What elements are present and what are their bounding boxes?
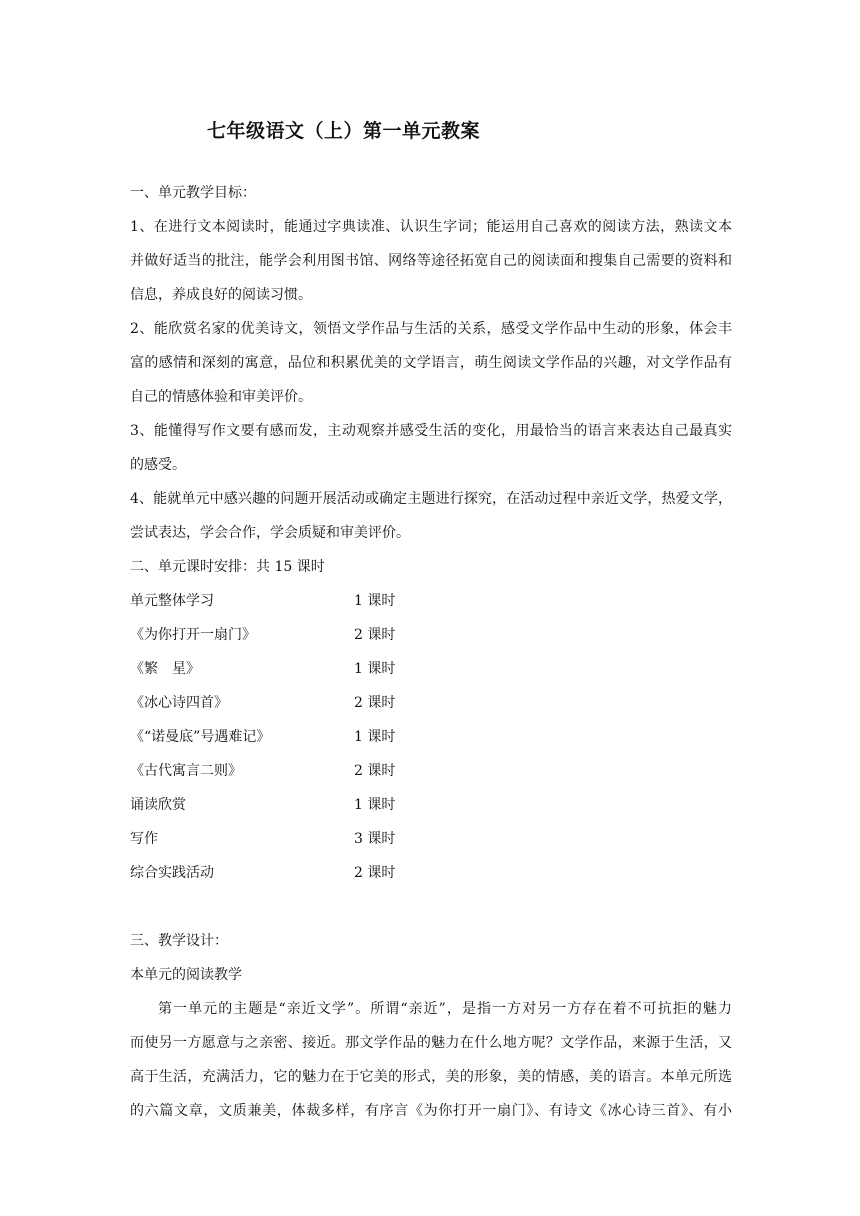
goal-3-line: 的感受。	[130, 457, 186, 473]
schedule-lesson-name: 《繁 星》	[130, 661, 200, 677]
goal-2-line: 富的感情和深刻的寓意，品位和积累优美的文学语言，萌生阅读文学作品的兴趣，对文学作品有	[130, 355, 732, 371]
reading-paragraph	[130, 992, 732, 1128]
goal-4	[130, 482, 732, 550]
schedule-lesson-time: 3 课时	[354, 831, 396, 847]
schedule-row	[130, 788, 732, 822]
schedule-lesson-name: 《古代寓言二则》	[130, 763, 242, 779]
goal-2-line: 2、能欣赏名家的优美诗文，领悟文学作品与生活的关系，感受文学作品中生动的形象，体会丰	[130, 321, 732, 337]
section-heading-schedule: 二、单元课时安排：共 15 课时	[130, 559, 325, 575]
schedule-row	[130, 754, 732, 788]
schedule-lesson-time: 2 课时	[354, 763, 396, 779]
goal-2	[130, 312, 732, 414]
schedule-row	[130, 686, 732, 720]
goal-4-line: 4、能就单元中感兴趣的问题开展活动或确定主题进行探究，在活动过程中亲近文学，热爱文学，	[130, 491, 732, 507]
schedule-row	[130, 856, 732, 890]
schedule-lesson-time: 2 课时	[354, 865, 396, 881]
schedule-row	[130, 618, 732, 652]
schedule-lesson-time: 1 课时	[354, 661, 396, 677]
goal-1-line: 1、在进行文本阅读时，能通过字典读准、认识生字词；能运用自己喜欢的阅读方法，熟读文本	[130, 219, 732, 235]
paragraph-line: 的六篇文章，文质兼美，体裁多样，有序言《为你打开一扇门》、有诗文《冰心诗三首》、有小	[130, 1103, 732, 1119]
schedule-lesson-name: 《为你打开一扇门》	[130, 627, 256, 643]
paragraph-line: 高于生活，充满活力，它的魅力在于它美的形式，美的形象，美的情感，美的语言。本单元所选	[130, 1069, 732, 1085]
section-heading-goals: 一、单元教学目标：	[130, 185, 256, 201]
goal-1	[130, 210, 732, 312]
schedule-table	[130, 584, 732, 890]
section-heading-design: 三、教学设计：	[130, 933, 228, 949]
schedule-lesson-time: 2 课时	[354, 695, 396, 711]
schedule-lesson-name: 写作	[130, 831, 158, 847]
schedule-lesson-name: 单元整体学习	[130, 593, 214, 609]
goal-1-line: 信息，养成良好的阅读习惯。	[130, 287, 312, 303]
schedule-lesson-time: 1 课时	[354, 797, 396, 813]
goal-3	[130, 414, 732, 482]
schedule-lesson-name: 《冰心诗四首》	[130, 695, 228, 711]
schedule-lesson-name: 综合实践活动	[130, 865, 214, 881]
goal-2-line: 自己的情感体验和审美评价。	[130, 389, 312, 405]
section-subheading-reading: 本单元的阅读教学	[130, 967, 242, 983]
schedule-lesson-name: 《“诺曼底”号遇难记》	[130, 729, 271, 745]
schedule-row	[130, 822, 732, 856]
schedule-lesson-name: 诵读欣赏	[130, 797, 186, 813]
schedule-row	[130, 652, 732, 686]
paragraph-line: 第一单元的主题是“亲近文学”。所谓“亲近”，是指一方对另一方存在着不可抗拒的魅力	[158, 1001, 732, 1017]
paragraph-line: 而使另一方愿意与之亲密、接近。那文学作品的魅力在什么地方呢？文学作品，来源于生活，又	[130, 1035, 732, 1051]
goal-1-line: 并做好适当的批注，能学会利用图书馆、网络等途径拓宽自己的阅读面和搜集自己需要的资料和	[130, 253, 732, 269]
schedule-lesson-time: 1 课时	[354, 593, 396, 609]
goal-3-line: 3、能懂得写作文要有感而发，主动观察并感受生活的变化，用最恰当的语言来表达自己最真实	[130, 423, 732, 439]
document-title: 七年级语文（上）第一单元教案	[207, 120, 481, 142]
blank-line	[130, 890, 732, 924]
document-body	[130, 176, 732, 1128]
schedule-lesson-time: 1 课时	[354, 729, 396, 745]
schedule-row	[130, 720, 732, 754]
schedule-lesson-time: 2 课时	[354, 627, 396, 643]
schedule-row	[130, 584, 732, 618]
goal-4-line: 尝试表达，学会合作，学会质疑和审美评价。	[130, 525, 410, 541]
